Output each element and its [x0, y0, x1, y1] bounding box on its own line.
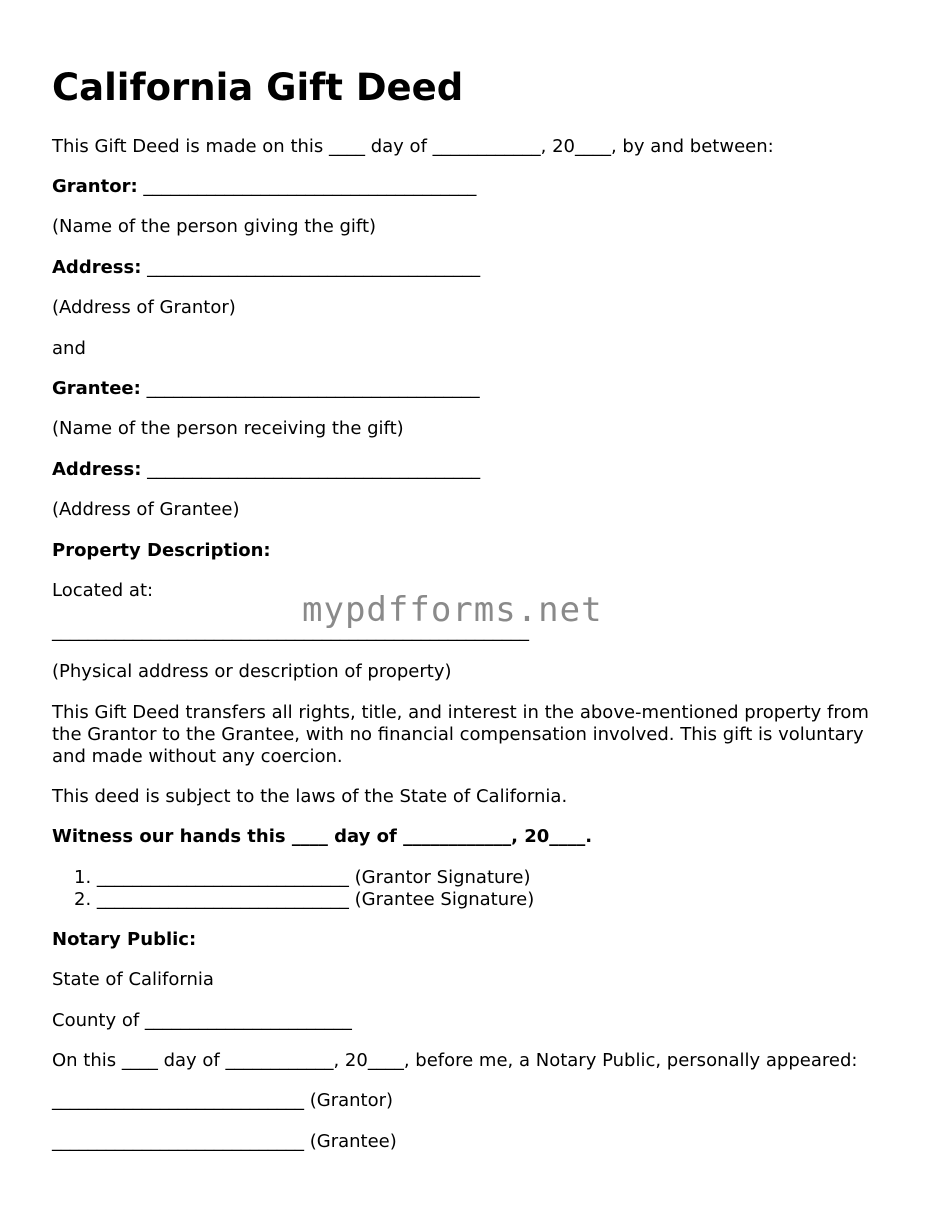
grantor-label: Grantor:: [52, 176, 138, 197]
property-located-at: Located at:: [52, 580, 154, 601]
grantee-blank: _____________________________________: [146, 378, 480, 399]
and-text: and: [52, 338, 86, 359]
notary-state: State of California: [52, 969, 214, 990]
grantor-blank: _____________________________________: [143, 176, 477, 197]
grantor-address-label: Address:: [52, 257, 142, 278]
intro-line: This Gift Deed is made on this ____ day of ____________, 20____, by and between:: [52, 136, 774, 157]
transfer-paragraph: This Gift Deed transfers all rights, title, and interest in the above-mentioned property from the Grantor to the Grantee, with no financial compensation involved. This gift is voluntary and made without any coercion.: [52, 702, 869, 767]
property-heading: Property Description:: [52, 540, 271, 561]
signature-label: (Grantor Signature): [354, 867, 531, 888]
signature-blank: ____________________________: [96, 889, 349, 910]
grantee-note: (Name of the person receiving the gift): [52, 418, 404, 439]
signature-item-grantee: [74, 889, 534, 911]
grantee-address-field: [52, 459, 480, 481]
grantor-address-field: [52, 257, 480, 279]
grantor-field: [52, 176, 476, 198]
grantee-label: Grantee:: [52, 378, 141, 399]
law-statement: This deed is subject to the laws of the State of California.: [52, 786, 568, 807]
notary-statement: On this ____ day of ____________, 20____, before me, a Notary Public, personally appeared:: [52, 1050, 858, 1071]
notary-county: County of _______________________: [52, 1010, 352, 1031]
notary-grantor-line: ____________________________ (Grantor): [52, 1090, 394, 1111]
signature-label: (Grantee Signature): [354, 889, 535, 910]
grantee-address-note: (Address of Grantee): [52, 499, 240, 520]
grantor-address-blank: _____________________________________: [147, 257, 481, 278]
notary-heading: Notary Public:: [52, 929, 197, 950]
grantee-address-label: Address:: [52, 459, 142, 480]
signature-blank: ____________________________: [96, 867, 349, 888]
signature-item-grantor: [74, 867, 531, 889]
notary-grantee-line: ____________________________ (Grantee): [52, 1131, 397, 1152]
grantor-note: (Name of the person giving the gift): [52, 216, 377, 237]
property-blank: _____________________________________________________: [52, 621, 529, 642]
witness-line: Witness our hands this ____ day of ____________, 20____.: [52, 826, 593, 847]
grantee-address-blank: _____________________________________: [147, 459, 481, 480]
property-note: (Physical address or description of property): [52, 661, 452, 682]
grantor-address-note: (Address of Grantor): [52, 297, 236, 318]
signature-number: 1.: [74, 867, 92, 888]
grantee-field: [52, 378, 480, 400]
signature-number: 2.: [74, 889, 92, 910]
document-title: California Gift Deed: [52, 66, 464, 109]
watermark: mypdfforms.net: [302, 590, 603, 630]
